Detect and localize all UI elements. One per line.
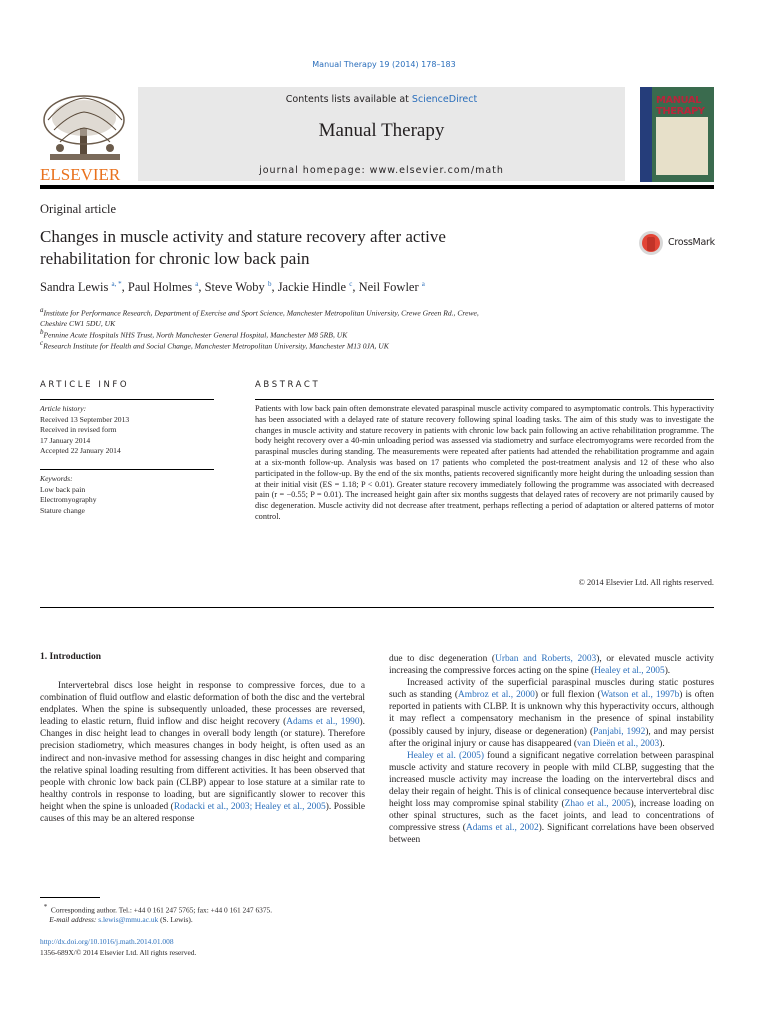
history-item: Accepted 22 January 2014 (40, 446, 121, 456)
journal-name: Manual Therapy (318, 120, 445, 141)
journal-homepage[interactable]: journal homepage: www.elsevier.com/math (259, 165, 504, 176)
citation-link[interactable]: van Dieën et al., 2003 (576, 738, 660, 749)
body-column-left (40, 680, 365, 825)
author-affil-mark[interactable]: a (421, 280, 425, 288)
body-text: Intervertebral discs lose height in response to compressive forces, due to a combination of fluid outflow and elastic deformation of both the disc and the vertebral endplates. When the spine is subsequently unloaded, these processes are reversed, leading to elastic return, fluid inflow and disc height recovery ( (40, 681, 365, 728)
citation-link[interactable]: Ambroz et al., 2000 (458, 690, 535, 701)
author-name: Jackie Hindle (277, 280, 347, 295)
journal-cover-image (640, 87, 714, 182)
body-rule (40, 607, 714, 608)
affiliation-c (40, 338, 660, 352)
author-separator: , (121, 280, 128, 295)
citation-link[interactable]: Adams et al., 2002 (465, 823, 539, 834)
email-link[interactable]: s.lewis@mmu.ac.uk (98, 915, 159, 925)
body-text: ), or elevated muscle activity increasing the compressive forces acting on the spine ( (389, 654, 714, 677)
author-separator: , (198, 280, 205, 295)
citation-link[interactable]: Rodacki et al., 2003; Healey et al., 2005 (173, 801, 326, 812)
author-name: Steve Woby (204, 280, 265, 295)
body-text: ), and may persist after the original injury or cause has disappeared ( (389, 726, 714, 749)
affiliation-mark: a (40, 306, 44, 314)
elsevier-logo (40, 90, 132, 184)
history-item: 17 January 2014 (40, 435, 91, 445)
body-text: ). Possible causes of this may be an altered response (40, 801, 365, 825)
crossmark-icon (638, 230, 666, 256)
body-text: ), increase loading on other spinal structures, such as the facet joints, and lead to concentrations of compressive stress ( (389, 799, 715, 834)
abstract-text: Patients with low back pain often demonstrate elevated paraspinal muscle activity compared to asymptomatic controls. This hyperactivity has been associated with a delayed rate of stature recovery following spinal loading tasks. The aim of this study was to investigate the changes in muscle activity and stature recovery in patients with chronic low back pain following an active rehabilitation programme. The body height recovery over a 40-min unloading period was assessed via stadiometry and surface electromyograms were recorded from the paraspinal muscles during standing. The measurements were repeated after patients had attended the rehabilitation programme and again at a six-month follow-up. Analysis was based on 17 patients who completed the post-treatment analysis and 12 of these who also participated in the follow-up. By the end of the six months, patients recovered significantly more height during the unloading session than at their initial visit (ES = 1.18; P < 0.01). Greater stature recovery immediately following the programme was associated with decreased pain (r = −0.55; P = 0.01). The increased height gain after six months suggests that delayed rates of recovery are not primarily caused by disc degeneration. Muscle activity did not decrease after treatment, perhaps reflecting a period of adaptation or altered patterns of motor control. (255, 404, 714, 521)
article-type: Original article (40, 202, 117, 216)
citation-link[interactable]: Zhao et al., 2005 (564, 799, 631, 810)
author-separator: , (271, 280, 278, 295)
article-history (40, 404, 129, 457)
citation-link[interactable]: Healey et al. (2005) (407, 750, 484, 761)
author-separator: , (352, 280, 359, 295)
svg-text:THERAPY: THERAPY (656, 106, 705, 115)
email-suffix: (S. Lewis). (158, 915, 193, 925)
body-paragraph (389, 677, 714, 750)
citation-link[interactable]: Panjabi, 1992 (593, 726, 646, 737)
article-info-heading: ARTICLE INFO (40, 380, 130, 390)
affiliation-text: Cheshire CW1 5DU, UK (40, 318, 116, 328)
history-item: Received in revised form (40, 425, 117, 435)
sciencedirect-link[interactable]: ScienceDirect (411, 94, 478, 105)
email-label: E-mail address: (49, 915, 99, 925)
body-paragraph (40, 680, 365, 825)
contents-line (138, 94, 625, 105)
body-text: ) or full flexion ( (534, 690, 601, 701)
footnote-mark: * (43, 903, 48, 911)
affiliation-a (40, 305, 660, 329)
corresponding-author-note (40, 902, 370, 915)
keywords-label: Keywords: (40, 474, 73, 483)
body-text: ). (659, 738, 665, 749)
cover-title (656, 93, 712, 118)
elsevier-wordmark: ELSEVIER (40, 165, 121, 184)
cover-strip (640, 87, 652, 182)
corresponding-text: Corresponding author. Tel.: +44 0 161 247 5765; fax: +44 0 161 247 6375. (50, 905, 273, 915)
email-note (40, 915, 370, 925)
article-title-line1: Changes in muscle activity and stature recovery after active (40, 227, 446, 246)
article-info-divider (40, 469, 214, 470)
citation-link[interactable]: Urban and Roberts, 2003 (495, 654, 597, 664)
affiliation-mark: b (40, 328, 44, 336)
citation-link[interactable]: Watson et al., 1997b (600, 690, 680, 701)
section-heading-introduction: 1. Introduction (40, 652, 102, 662)
citation-link[interactable]: Adams et al., 1990 (286, 717, 360, 728)
body-text: ). Changes in disc height lead to changes in overall body length (or stature). Therefore precision stadiometry, which measures changes in body height, is often used as an indirect and non-invasive method for assessing changes in disc height and comparing the relative spinal loading resulting from different activities. It has been observed that people with chronic low back pain (CLBP) appear to lose stature at a similar rate to healthy controls in response to loading, but are significantly slower to recover this height when the spine is unloaded ( (40, 717, 366, 812)
keyword-item: Electromyography (40, 495, 97, 505)
author-affil-mark[interactable]: c (349, 280, 353, 288)
body-paragraph (389, 653, 714, 677)
crossmark-badge[interactable] (638, 230, 718, 256)
article-info-rule (40, 399, 214, 400)
citation-link[interactable]: Healey et al., 2005 (594, 666, 665, 677)
author-name: Sandra Lewis (40, 280, 109, 295)
abstract-copyright: © 2014 Elsevier Ltd. All rights reserved. (578, 578, 714, 587)
body-column-right (389, 653, 714, 847)
citation-line[interactable]: Manual Therapy 19 (2014) 178–183 (312, 60, 456, 69)
svg-text:MANUAL: MANUAL (656, 95, 701, 106)
body-text: found a significant negative correlation between paraspinal muscle activity and stature recovery in people with mild CLBP, suggesting that the increased muscle activity may increase the loading on the intervertebral discs and delay their regain of height. This is of clinical consequence because intervertebral disc height loss may compromise spinal stability ( (389, 750, 714, 810)
abstract-rule (255, 399, 714, 400)
affiliation-text: Research Institute for Health and Social Change, Manchester Metropolitan University, Manchester M13 0JA, UK (43, 341, 389, 351)
abstract-heading: ABSTRACT (255, 380, 321, 390)
keyword-item: Low back pain (40, 484, 86, 494)
tree-of-knowledge-icon (44, 96, 124, 160)
contents-prefix: Contents lists available at (285, 94, 412, 105)
author-affil-mark[interactable]: b (267, 280, 272, 288)
article-title-line2: rehabilitation for chronic low back pain (40, 249, 310, 268)
body-paragraph (389, 750, 714, 847)
author-name: Paul Holmes (127, 280, 193, 295)
author-affil-mark[interactable]: a (195, 280, 199, 288)
body-text: ) is often reported in patients with CLBP. It is unknown why this hyperactivity occurs, although it may reflect a compensatory mechanism in the presence of spinal instability (possibly caused by injury, disease or degeneration) ( (389, 690, 714, 737)
issn-line: 1356-689X/© 2014 Elsevier Ltd. All rights reserved. (40, 947, 197, 957)
affiliation-text: Pennine Acute Hospitals NHS Trust, North Manchester General Hospital, Manchester M8 5RB, UK (43, 330, 348, 340)
footnote-rule (40, 897, 100, 898)
doi-block (40, 937, 196, 958)
history-label: Article history: (40, 404, 87, 413)
doi-link[interactable]: http://dx.doi.org/10.1016/j.math.2014.01.008 (40, 937, 174, 946)
header-rule (40, 185, 714, 189)
author-affil-mark[interactable]: a, * (111, 280, 122, 288)
footnote (40, 902, 370, 925)
affiliation-text: Institute for Performance Research, Department of Exercise and Sport Science, Manchester Metropolitan University, Crewe Green Rd., Crewe, (43, 308, 479, 318)
body-text: ). (664, 666, 671, 677)
keywords (40, 474, 97, 516)
keyword-item: Stature change (40, 505, 85, 515)
body-text: due to disc degeneration ( (389, 654, 496, 664)
affiliation-mark: c (40, 339, 44, 347)
cover-band (656, 117, 708, 175)
body-text: ). Significant correlations have been observed between (389, 823, 715, 846)
author-name: Neil Fowler (358, 280, 419, 295)
body-text: Increased activity of the superficial paraspinal muscles during static postures such as standing ( (389, 678, 714, 701)
author-list (40, 280, 425, 295)
crossmark-label: CrossMark (668, 237, 715, 248)
article-title (40, 226, 580, 270)
history-item: Received 13 September 2013 (40, 414, 130, 424)
